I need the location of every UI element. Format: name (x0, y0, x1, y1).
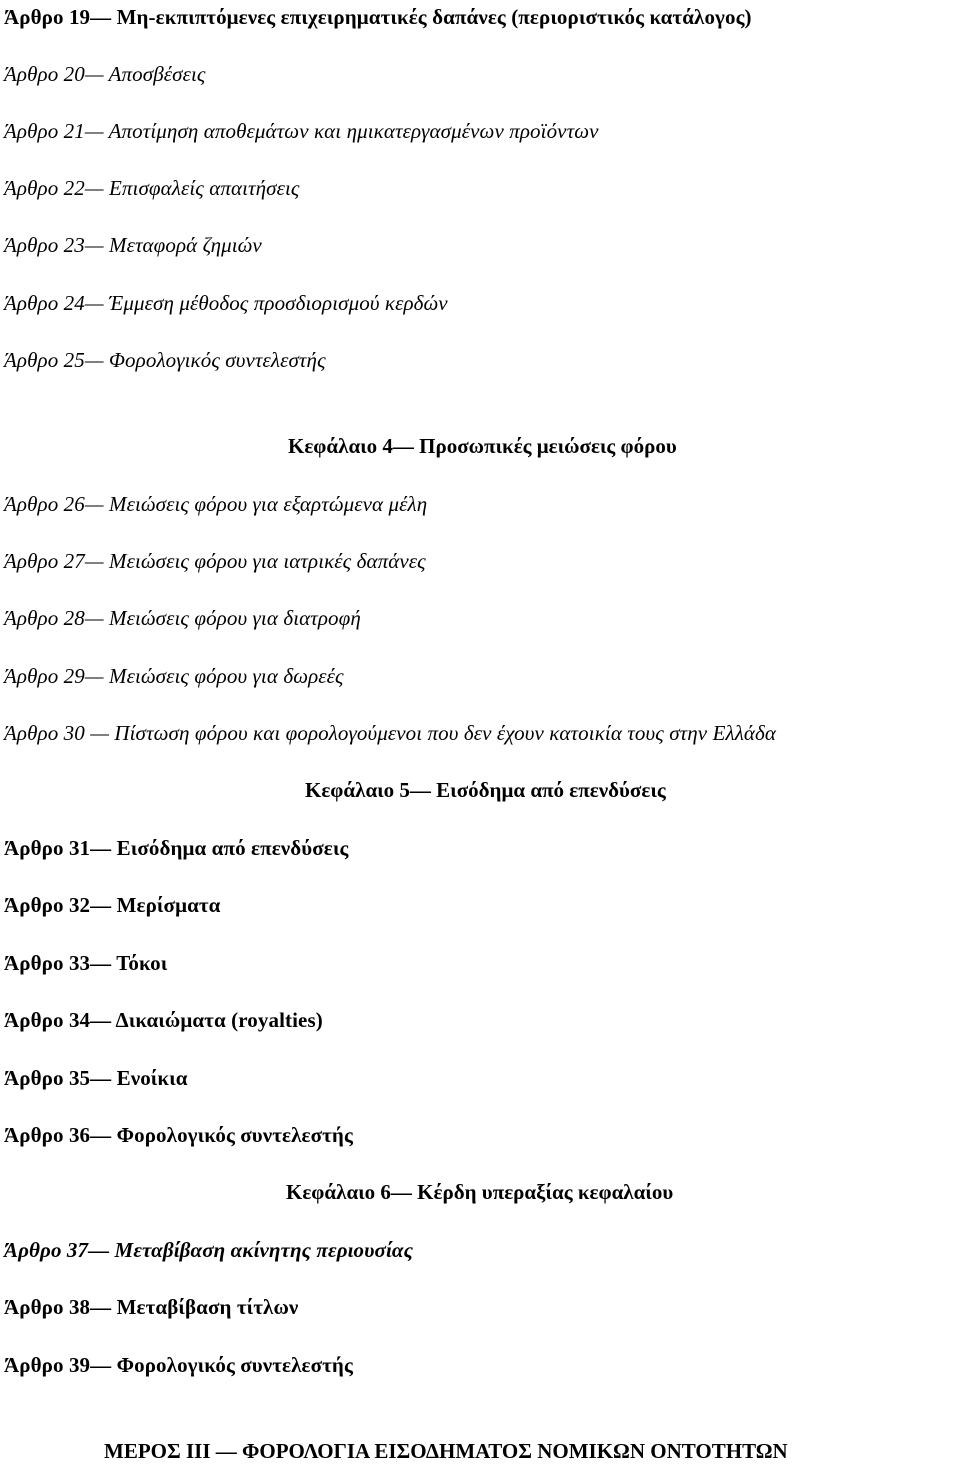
article-25: Άρθρο 25— Φορολογικός συντελεστής (4, 348, 326, 372)
article-30: Άρθρο 30 — Πίστωση φόρου και φορολογούμενοι που δεν έχουν κατοικία τους στην Ελλάδα (4, 721, 776, 745)
article-27: Άρθρο 27— Μειώσεις φόρου για ιατρικές δαπάνες (4, 549, 426, 573)
article-24: Άρθρο 24— Έμμεση μέθοδος προσδιορισμού κερδών (4, 291, 448, 315)
article-37: Άρθρο 37— Μεταβίβαση ακίνητης περιουσίας (4, 1238, 414, 1262)
article-32: Άρθρο 32— Μερίσματα (4, 893, 221, 917)
article-34: Άρθρο 34— Δικαιώματα (royalties) (4, 1008, 323, 1032)
article-39: Άρθρο 39— Φορολογικός συντελεστής (4, 1353, 353, 1377)
article-33: Άρθρο 33— Τόκοι (4, 951, 168, 975)
article-35: Άρθρο 35— Ενοίκια (4, 1066, 188, 1090)
chapter-6-heading: Κεφάλαιο 6— Κέρδη υπεραξίας κεφαλαίου (286, 1180, 674, 1204)
article-26: Άρθρο 26— Μειώσεις φόρου για εξαρτώμενα μέλη (4, 492, 428, 516)
article-38: Άρθρο 38— Μεταβίβαση τίτλων (4, 1295, 299, 1319)
article-29: Άρθρο 29— Μειώσεις φόρου για δωρεές (4, 664, 344, 688)
article-23: Άρθρο 23— Μεταφορά ζημιών (4, 233, 262, 257)
article-19: Άρθρο 19— Μη-εκπιπτόμενες επιχειρηματικές δαπάνες (περιοριστικός κατάλογος) (4, 5, 752, 29)
part-3-heading: ΜΕΡΟΣ ΙΙΙ — ΦΟΡΟΛΟΓΙΑ ΕΙΣΟΔΗΜΑΤΟΣ ΝΟΜΙΚΩΝ ΟΝΤΟΤΗΤΩΝ (104, 1439, 788, 1463)
chapter-5-heading: Κεφάλαιο 5— Εισόδημα από επενδύσεις (305, 778, 666, 802)
article-22: Άρθρο 22— Επισφαλείς απαιτήσεις (4, 176, 300, 200)
article-28: Άρθρο 28— Μειώσεις φόρου για διατροφή (4, 606, 361, 630)
article-36: Άρθρο 36— Φορολογικός συντελεστής (4, 1123, 353, 1147)
article-31: Άρθρο 31— Εισόδημα από επενδύσεις (4, 836, 349, 860)
article-21: Άρθρο 21— Αποτίμηση αποθεμάτων και ημικατεργασμένων προϊόντων (4, 119, 599, 143)
chapter-4-heading: Κεφάλαιο 4— Προσωπικές μειώσεις φόρου (288, 434, 677, 458)
article-20: Άρθρο 20— Αποσβέσεις (4, 62, 206, 86)
